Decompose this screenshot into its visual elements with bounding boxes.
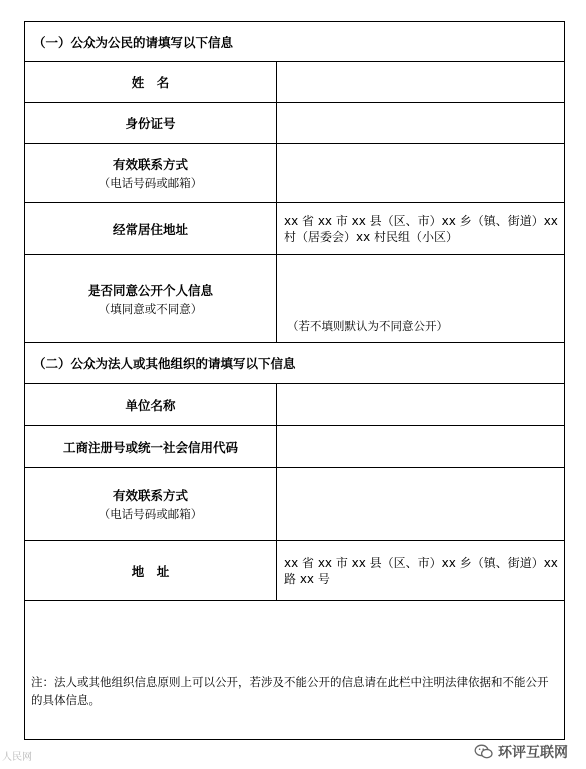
org-name-row: [25, 384, 564, 426]
id-number-label: 身份证号: [125, 116, 176, 131]
disclosure-consent-row: [25, 255, 564, 343]
org-name-field[interactable]: [277, 384, 564, 425]
residence-field[interactable]: [277, 203, 564, 254]
org-address-label-cell: [25, 541, 277, 600]
contact-label: 有效联系方式: [112, 157, 188, 172]
disclosure-field[interactable]: [277, 255, 564, 342]
contact-field[interactable]: [277, 144, 564, 202]
disclosure-label: 是否同意公开个人信息: [87, 282, 213, 298]
wechat-icon: [474, 744, 494, 760]
residence-label-cell: [25, 203, 277, 254]
public-info-form: [24, 21, 565, 740]
section2-header: [25, 343, 564, 384]
org-contact-field[interactable]: [277, 468, 564, 540]
residence-address-text: xx 省 xx 市 xx 县（区、市）xx 乡（镇、街道）xx 村（居委会）xx 村民组（小区）: [284, 213, 558, 244]
name-label: 姓 名: [131, 75, 170, 90]
residence-label: 经常居住地址: [112, 221, 188, 237]
org-contact-row: [25, 468, 564, 541]
registration-code-label-cell: [25, 426, 277, 467]
contact-sublabel: （电话号码或邮箱）: [98, 176, 203, 190]
disclosure-sublabel: （填同意或不同意）: [98, 301, 203, 316]
org-contact-label: 有效联系方式: [112, 488, 188, 503]
disclosure-default-note: （若不填则默认为不同意公开）: [287, 319, 448, 333]
contact-label-cell: [25, 144, 277, 202]
org-address-label: 地 址: [131, 563, 170, 579]
contact-row: [25, 144, 564, 203]
org-contact-sublabel: （电话号码或邮箱）: [98, 507, 203, 521]
section1-title: （一）公众为公民的请填写以下信息: [33, 34, 234, 50]
org-address-field[interactable]: [277, 541, 564, 600]
name-field[interactable]: [277, 62, 564, 102]
residence-row: [25, 203, 564, 255]
disclosure-label-cell: [25, 255, 277, 342]
name-row: [25, 62, 564, 103]
org-name-label-cell: [25, 384, 277, 425]
section2-title: （二）公众为法人或其他组织的请填写以下信息: [33, 356, 296, 371]
watermark-left: [2, 748, 32, 763]
remarks-area[interactable]: [25, 601, 564, 739]
footer-note: 注：法人或其他组织信息原则上可以公开，若涉及不能公开的信息请在此栏中注明法律依据和不能公开的具体信息。: [31, 675, 549, 707]
id-number-row: [25, 103, 564, 144]
watermark-right: [474, 742, 568, 762]
org-address-row: [25, 541, 564, 601]
org-name-label: 单位名称: [125, 397, 176, 413]
watermark-right-text: 环评互联网: [498, 745, 568, 761]
org-contact-label-cell: [25, 468, 277, 540]
org-address-text: xx 省 xx 市 xx 县（区、市）xx 乡（镇、街道）xx 路 xx 号: [284, 555, 558, 586]
id-number-field[interactable]: [277, 103, 564, 143]
registration-code-label: 工商注册号或统一社会信用代码: [62, 439, 238, 455]
watermark-left-text: 人民网: [2, 752, 32, 763]
section1-header: [25, 22, 564, 62]
name-label-cell: [25, 62, 277, 102]
registration-code-row: [25, 426, 564, 468]
id-number-label-cell: [25, 103, 277, 143]
registration-code-field[interactable]: [277, 426, 564, 467]
